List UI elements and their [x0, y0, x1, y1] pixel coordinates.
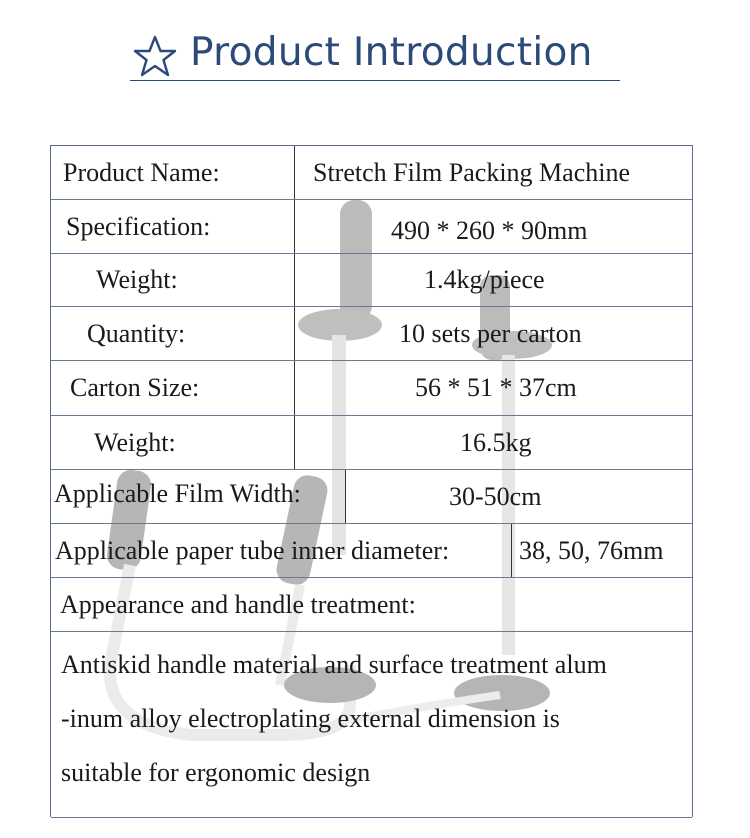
description-line: suitable for ergonomic design — [61, 758, 371, 787]
row-value: Stretch Film Packing Machine — [313, 157, 631, 187]
table-row — [51, 524, 692, 578]
section-header — [130, 28, 620, 81]
row-label: Product Name: — [63, 157, 220, 187]
row-label: Specification: — [66, 211, 211, 241]
row-label: Appearance and handle treatment: — [60, 589, 416, 619]
table-row — [51, 307, 692, 361]
row-value: 38, 50, 76mm — [519, 535, 664, 565]
description-line: -inum alloy electroplating external dimension is — [61, 704, 560, 733]
table-row — [51, 361, 692, 416]
row-label: Applicable paper tube inner diameter: — [55, 535, 450, 565]
table-row — [51, 146, 692, 200]
star-outline-icon — [132, 34, 178, 78]
page-title: Product Introduction — [190, 30, 593, 75]
description-text — [61, 638, 686, 800]
row-label: Quantity: — [87, 318, 186, 348]
table-row — [51, 416, 692, 470]
row-label: Weight: — [94, 427, 176, 457]
table-row — [51, 470, 692, 524]
table-row — [51, 200, 692, 254]
row-label: Applicable Film Width: — [54, 478, 301, 508]
row-value: 16.5kg — [460, 427, 532, 457]
row-value: 10 sets per carton — [399, 318, 582, 348]
description-line: Antiskid handle material and surface treatment alum — [61, 650, 607, 679]
row-value: 56 * 51 * 37cm — [415, 373, 577, 402]
row-label: Weight: — [96, 265, 178, 294]
row-value: 30-50cm — [449, 481, 542, 511]
table-row — [51, 578, 692, 632]
row-value: 1.4kg/piece — [424, 265, 545, 294]
description-row — [51, 632, 692, 818]
row-label: Carton Size: — [70, 373, 200, 402]
product-info-table — [50, 145, 693, 817]
table-row — [51, 254, 692, 307]
row-value: 490 * 260 * 90mm — [391, 215, 588, 245]
